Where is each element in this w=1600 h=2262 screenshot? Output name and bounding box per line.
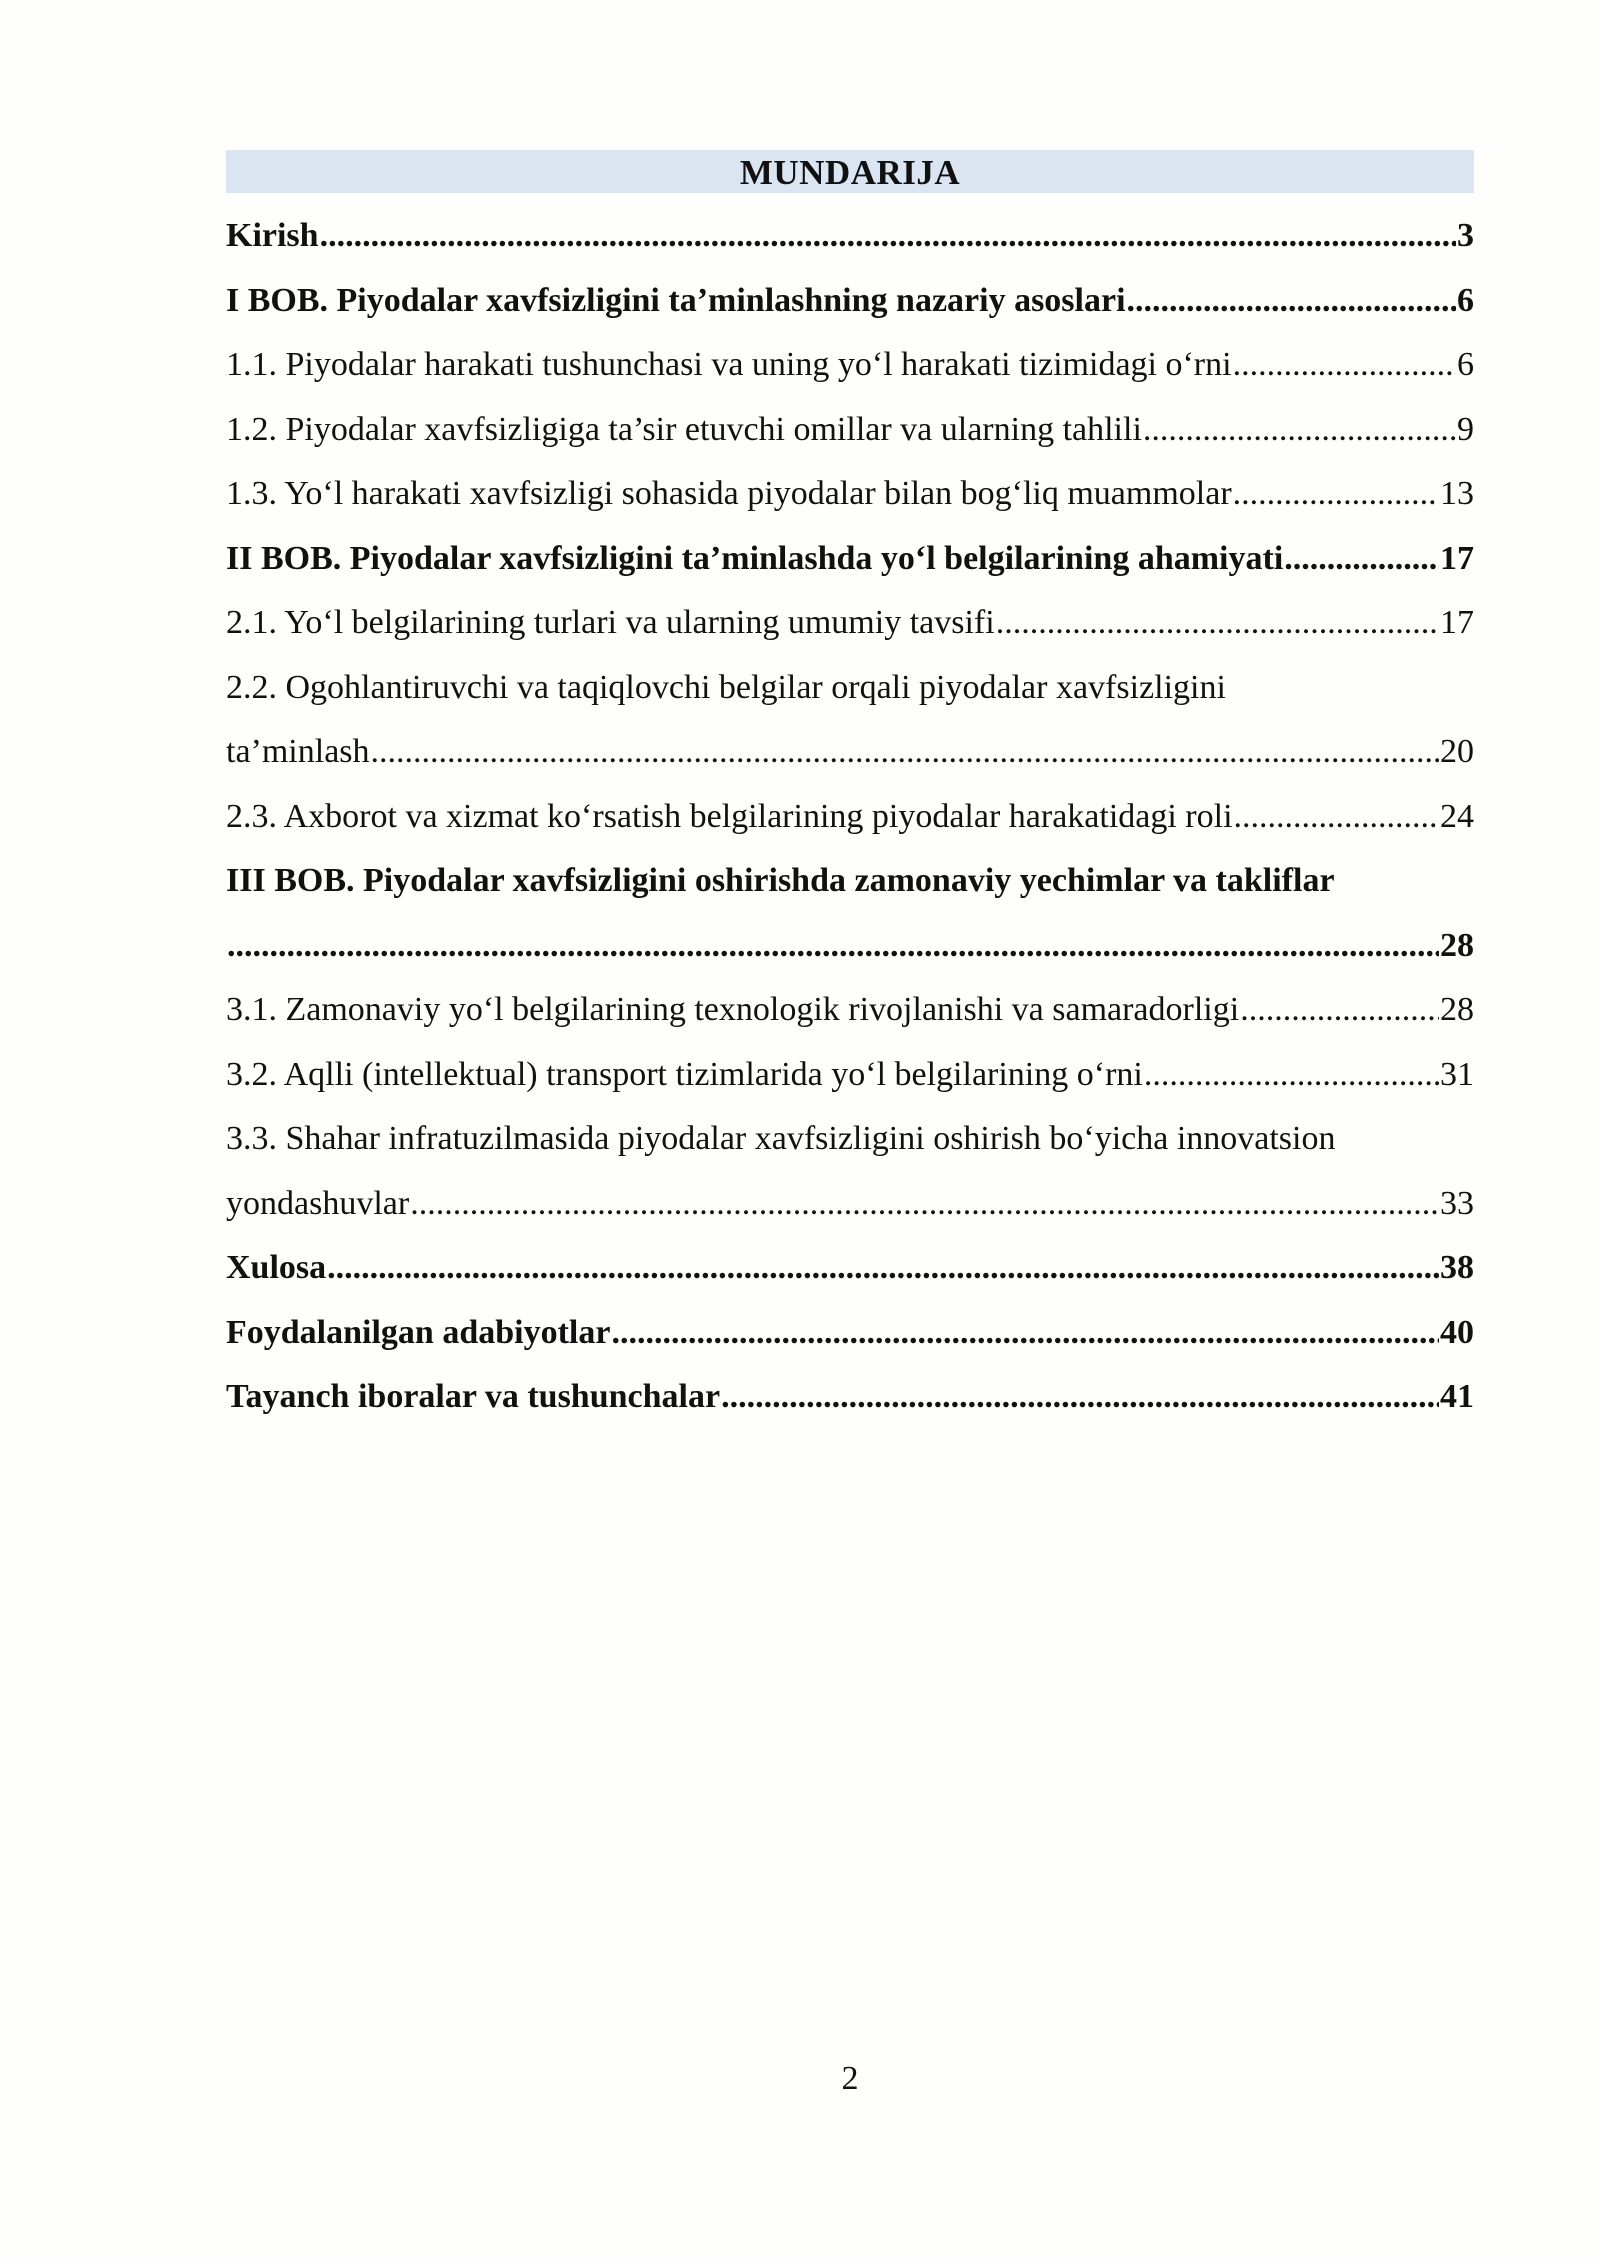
toc-dot-leader [371, 720, 1439, 785]
toc-entry-label: Foydalanilgan adabiyotlar [226, 1313, 611, 1351]
toc-entry-page: 28 [1440, 926, 1474, 964]
toc-entry-page: 20 [1440, 733, 1474, 770]
toc-entry-label: 2.2. Ogohlantiruvchi va taqiqlovchi belgilar orqali piyodalar xavfsizligini [226, 668, 1226, 706]
toc-entry[interactable] [226, 269, 1474, 334]
toc-entry[interactable] [226, 1172, 1474, 1237]
toc-dot-leader [327, 1236, 1439, 1301]
toc-entry[interactable] [226, 978, 1474, 1043]
toc-entry-label: Tayanch iboralar va tushunchalar [226, 1378, 721, 1415]
toc-entry[interactable] [226, 398, 1474, 463]
toc-entry-label: Xulosa [226, 1249, 327, 1286]
toc-entry-label: 2.3. Axborot va xizmat ko‘rsatish belgilarining piyodalar harakatidagi roli [226, 797, 1233, 835]
table-of-contents [226, 204, 1474, 1430]
toc-entry-page: 33 [1440, 1184, 1474, 1222]
toc-dot-leader [611, 1301, 1439, 1366]
toc-entry-label: Kirish [226, 217, 319, 254]
toc-entry[interactable] [226, 914, 1474, 979]
toc-dot-leader [320, 204, 1456, 269]
toc-entry-page: 6 [1457, 281, 1474, 319]
toc-entry-page: 3 [1457, 217, 1474, 254]
toc-dot-leader [227, 914, 1439, 979]
toc-entry[interactable] [226, 720, 1474, 785]
toc-entry-page: 13 [1440, 475, 1474, 512]
toc-entry[interactable] [226, 1043, 1474, 1108]
toc-dot-leader [1144, 1043, 1439, 1108]
toc-entry-first-line[interactable] [226, 849, 1474, 914]
toc-entry-label: 1.1. Piyodalar harakati tushunchasi va uning yo‘l harakati tizimidagi o‘rni [226, 346, 1232, 383]
toc-entry-label: III BOB. Piyodalar xavfsizligini oshirishda zamonaviy yechimlar va takliflar [226, 862, 1335, 899]
toc-entry-label: 3.2. Aqlli (intellektual) transport tizimlarida yo‘l belgilarining o‘rni [226, 1055, 1143, 1093]
toc-entry-page: 17 [1440, 604, 1474, 641]
toc-entry[interactable] [226, 1301, 1474, 1366]
toc-entry-page: 24 [1440, 797, 1474, 835]
toc-entry[interactable] [226, 591, 1474, 656]
page-number: 2 [841, 2060, 859, 2097]
toc-dot-leader [1234, 785, 1439, 850]
toc-dot-leader [721, 1365, 1439, 1430]
toc-title: MUNDARIJA [226, 150, 1474, 193]
toc-entry-label: 1.2. Piyodalar xavfsizligiga ta’sir etuvchi omillar va ularning tahlili [226, 410, 1142, 448]
toc-dot-leader [1233, 333, 1456, 398]
toc-dot-leader [1233, 462, 1439, 527]
toc-entry[interactable] [226, 333, 1474, 398]
toc-entry[interactable] [226, 1236, 1474, 1301]
toc-entry-page: 9 [1457, 410, 1474, 448]
toc-entry-page: 6 [1457, 346, 1474, 383]
toc-entry-page: 38 [1440, 1249, 1474, 1286]
toc-dot-leader [1240, 978, 1439, 1043]
toc-dot-leader [410, 1172, 1439, 1237]
toc-entry-label: I BOB. Piyodalar xavfsizligini ta’minlashning nazariy asoslari [226, 281, 1126, 319]
toc-entry-page: 17 [1440, 539, 1474, 577]
toc-entry-label: 2.1. Yo‘l belgilarining turlari va ularning umumiy tavsifi [226, 604, 995, 641]
toc-entry[interactable] [226, 204, 1474, 269]
toc-dot-leader [1127, 269, 1456, 334]
toc-entry-label: 3.3. Shahar infratuzilmasida piyodalar xavfsizligini oshirish bo‘yicha innovatsion [226, 1120, 1336, 1157]
toc-entry-page: 31 [1440, 1055, 1474, 1093]
toc-dot-leader [1284, 527, 1439, 592]
toc-entry-page: 40 [1440, 1313, 1474, 1351]
toc-entry-label: 1.3. Yo‘l harakati xavfsizligi sohasida piyodalar bilan bog‘liq muammolar [226, 475, 1232, 512]
toc-entry-page: 41 [1440, 1378, 1474, 1415]
toc-entry[interactable] [226, 1365, 1474, 1430]
toc-entry-first-line[interactable] [226, 1107, 1474, 1172]
toc-entry-page: 28 [1440, 991, 1474, 1028]
toc-entry-first-line[interactable] [226, 656, 1474, 721]
toc-dot-leader [996, 591, 1439, 656]
toc-entry[interactable] [226, 462, 1474, 527]
toc-entry-label: II BOB. Piyodalar xavfsizligini ta’minlashda yo‘l belgilarining ahamiyati [226, 539, 1284, 577]
toc-entry[interactable] [226, 527, 1474, 592]
toc-dot-leader [1143, 398, 1456, 463]
toc-entry[interactable] [226, 785, 1474, 850]
toc-entry-label: 3.1. Zamonaviy yo‘l belgilarining texnologik rivojlanishi va samaradorligi [226, 991, 1240, 1028]
toc-entry-label: ta’minlash [226, 733, 370, 770]
toc-entry-label: yondashuvlar [226, 1184, 410, 1222]
